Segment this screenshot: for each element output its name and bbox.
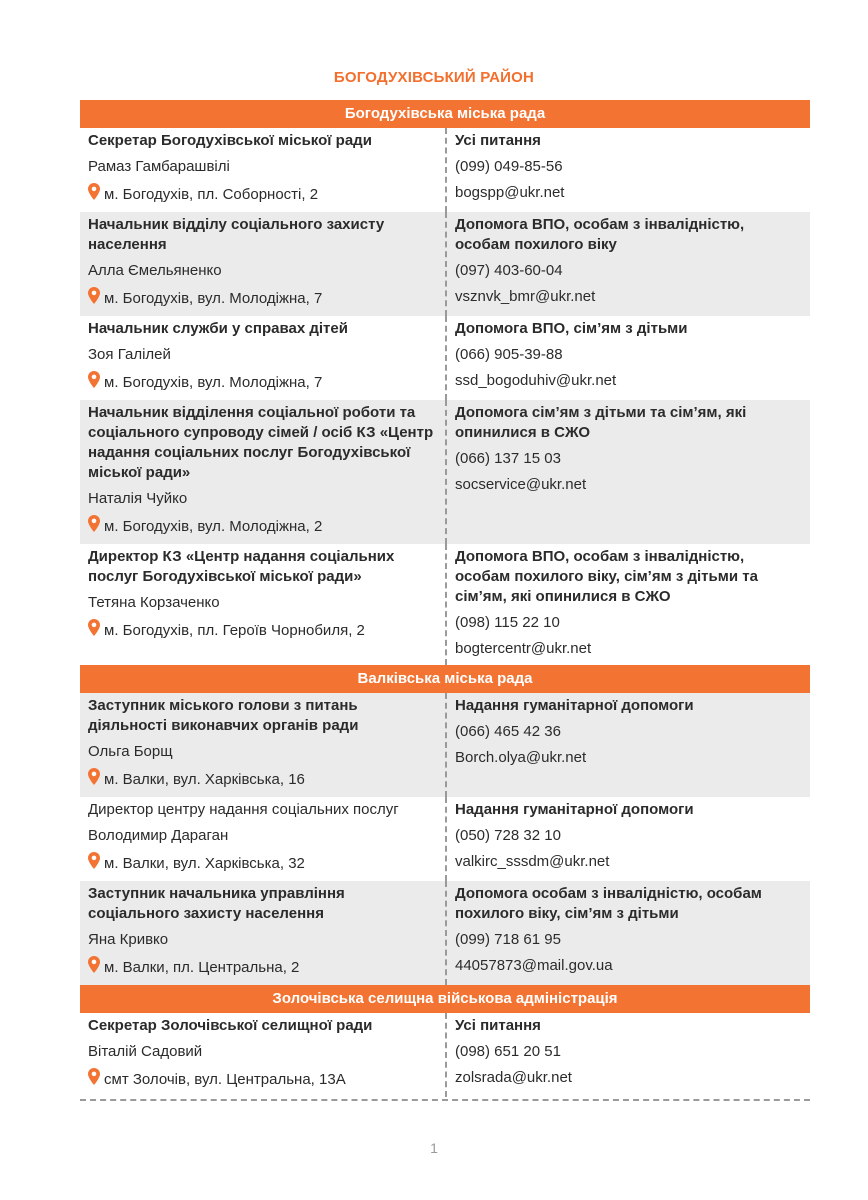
address-text: м. Валки, пл. Центральна, 2 bbox=[104, 958, 300, 976]
person-name: Алла Ємельяненко bbox=[88, 262, 222, 279]
phone-number: (099) 718 61 95 bbox=[455, 931, 561, 948]
contact-person-cell bbox=[80, 212, 445, 316]
contact-person-cell bbox=[80, 400, 445, 544]
address-text: м. Богодухів, вул. Молодіжна, 7 bbox=[104, 289, 323, 307]
address bbox=[88, 1068, 437, 1091]
address bbox=[88, 956, 437, 979]
position-title: Заступник міського голови з питань діяльності виконавчих органів ради bbox=[88, 697, 359, 734]
contact-info-cell bbox=[445, 1013, 810, 1097]
contact-row bbox=[80, 128, 810, 212]
location-pin-icon bbox=[88, 619, 104, 642]
topic: Допомога ВПО, особам з інвалідністю, особам похилого віку, сім’ям з дітьми та сім’ям, які опинилися в СЖО bbox=[455, 548, 758, 605]
contact-row bbox=[80, 693, 810, 797]
person-name: Рамаз Гамбарашвілі bbox=[88, 158, 230, 175]
location-pin-icon bbox=[88, 768, 104, 791]
phone-number: (098) 651 20 51 bbox=[455, 1043, 561, 1060]
person-name: Зоя Галілей bbox=[88, 346, 171, 363]
email-address: bogspp@ukr.net bbox=[455, 184, 565, 201]
address-text: м. Богодухів, вул. Молодіжна, 2 bbox=[104, 517, 323, 535]
topic: Надання гуманітарної допомоги bbox=[455, 801, 694, 818]
person-name: Тетяна Корзаченко bbox=[88, 594, 220, 611]
email-address: 44057873@mail.gov.ua bbox=[455, 957, 613, 974]
location-pin-icon bbox=[88, 1068, 104, 1091]
position-title: Заступник начальника управління соціального захисту населення bbox=[88, 885, 345, 922]
topic: Усі питання bbox=[455, 132, 541, 149]
topic: Усі питання bbox=[455, 1017, 541, 1034]
location-pin-icon bbox=[88, 852, 104, 875]
table-bottom-divider bbox=[80, 1099, 810, 1101]
email-address: vsznvk_bmr@ukr.net bbox=[455, 288, 596, 305]
topic: Допомога сім’ям з дітьми та сім’ям, які опинилися в СЖО bbox=[455, 404, 747, 441]
address bbox=[88, 287, 437, 310]
topic: Допомога особам з інвалідністю, особам похилого віку, сім’ям з дітьми bbox=[455, 885, 762, 922]
contact-row bbox=[80, 881, 810, 985]
position-title: Начальник служби у справах дітей bbox=[88, 320, 348, 337]
contact-row bbox=[80, 400, 810, 544]
location-pin-icon bbox=[88, 515, 104, 538]
contact-info-cell bbox=[445, 212, 810, 316]
position-title: Директор КЗ «Центр надання соціальних послуг Богодухівської міської ради» bbox=[88, 548, 395, 585]
position-title: Директор центру надання соціальних послуг bbox=[88, 801, 399, 818]
person-name: Віталій Садовий bbox=[88, 1043, 203, 1060]
email-address: socservice@ukr.net bbox=[455, 476, 587, 493]
topic: Допомога ВПО, сім’ям з дітьми bbox=[455, 320, 688, 337]
address-text: м. Валки, вул. Харківська, 16 bbox=[104, 770, 305, 788]
contact-person-cell bbox=[80, 693, 445, 797]
topic: Допомога ВПО, особам з інвалідністю, особам похилого віку bbox=[455, 216, 745, 253]
address bbox=[88, 768, 437, 791]
page-title: БОГОДУХІВСЬКИЙ РАЙОН bbox=[333, 69, 535, 86]
contact-info-cell bbox=[445, 128, 810, 212]
contact-row bbox=[80, 212, 810, 316]
address-text: м. Богодухів, пл. Героїв Чорнобиля, 2 bbox=[104, 621, 365, 639]
section-header: Золочівська селищна військова адміністрація bbox=[80, 985, 810, 1013]
position-title: Начальник відділу соціального захисту населення bbox=[88, 216, 385, 253]
phone-number: (098) 115 22 10 bbox=[455, 614, 560, 631]
position-title: Секретар Золочівської селищної ради bbox=[88, 1017, 373, 1034]
email-address: ssd_bogoduhiv@ukr.net bbox=[455, 372, 617, 389]
phone-number: (066) 465 42 36 bbox=[455, 723, 561, 740]
phone-number: (066) 137 15 03 bbox=[455, 450, 561, 467]
location-pin-icon bbox=[88, 287, 104, 310]
address-text: смт Золочів, вул. Центральна, 13А bbox=[104, 1070, 346, 1088]
contact-info-cell bbox=[445, 316, 810, 400]
contact-info-cell bbox=[445, 881, 810, 985]
person-name: Ольга Борщ bbox=[88, 743, 173, 760]
contact-row bbox=[80, 316, 810, 400]
email-address: Borch.olya@ukr.net bbox=[455, 749, 587, 766]
email-address: zolsrada@ukr.net bbox=[455, 1069, 572, 1086]
contact-person-cell bbox=[80, 128, 445, 212]
address-text: м. Богодухів, вул. Молодіжна, 7 bbox=[104, 373, 323, 391]
contact-row bbox=[80, 544, 810, 665]
contact-row bbox=[80, 1013, 810, 1097]
email-address: bogtercentr@ukr.net bbox=[455, 640, 592, 657]
email-address: valkirc_sssdm@ukr.net bbox=[455, 853, 610, 870]
contact-person-cell bbox=[80, 316, 445, 400]
position-title: Начальник відділення соціальної роботи та соціального супроводу сімей / осіб КЗ «Центр надання соціальних послуг Богодухівської міської ради» bbox=[88, 404, 434, 481]
address bbox=[88, 183, 437, 206]
phone-number: (097) 403-60-04 bbox=[455, 262, 563, 279]
phone-number: (050) 728 32 10 bbox=[455, 827, 561, 844]
location-pin-icon bbox=[88, 371, 104, 394]
contact-row bbox=[80, 797, 810, 881]
contact-info-cell bbox=[445, 693, 810, 797]
section-header: Богодухівська міська рада bbox=[80, 100, 810, 128]
person-name: Яна Кривко bbox=[88, 931, 169, 948]
position-title: Секретар Богодухівської міської ради bbox=[88, 132, 372, 149]
address bbox=[88, 515, 437, 538]
page-number: 1 bbox=[430, 1140, 438, 1156]
address bbox=[88, 371, 437, 394]
address bbox=[88, 852, 437, 875]
phone-number: (066) 905-39-88 bbox=[455, 346, 563, 363]
contacts-table bbox=[80, 100, 810, 1101]
contact-person-cell bbox=[80, 881, 445, 985]
phone-number: (099) 049-85-56 bbox=[455, 158, 563, 175]
address-text: м. Богодухів, пл. Соборності, 2 bbox=[104, 185, 319, 203]
contact-info-cell bbox=[445, 544, 810, 665]
contact-person-cell bbox=[80, 544, 445, 665]
contact-info-cell bbox=[445, 400, 810, 544]
person-name: Наталія Чуйко bbox=[88, 490, 188, 507]
section-header: Валківська міська рада bbox=[80, 665, 810, 693]
contact-person-cell bbox=[80, 797, 445, 881]
contact-info-cell bbox=[445, 797, 810, 881]
address-text: м. Валки, вул. Харківська, 32 bbox=[104, 854, 305, 872]
address bbox=[88, 619, 437, 642]
topic: Надання гуманітарної допомоги bbox=[455, 697, 694, 714]
person-name: Володимир Дараган bbox=[88, 827, 229, 844]
location-pin-icon bbox=[88, 956, 104, 979]
contact-person-cell bbox=[80, 1013, 445, 1097]
location-pin-icon bbox=[88, 183, 104, 206]
